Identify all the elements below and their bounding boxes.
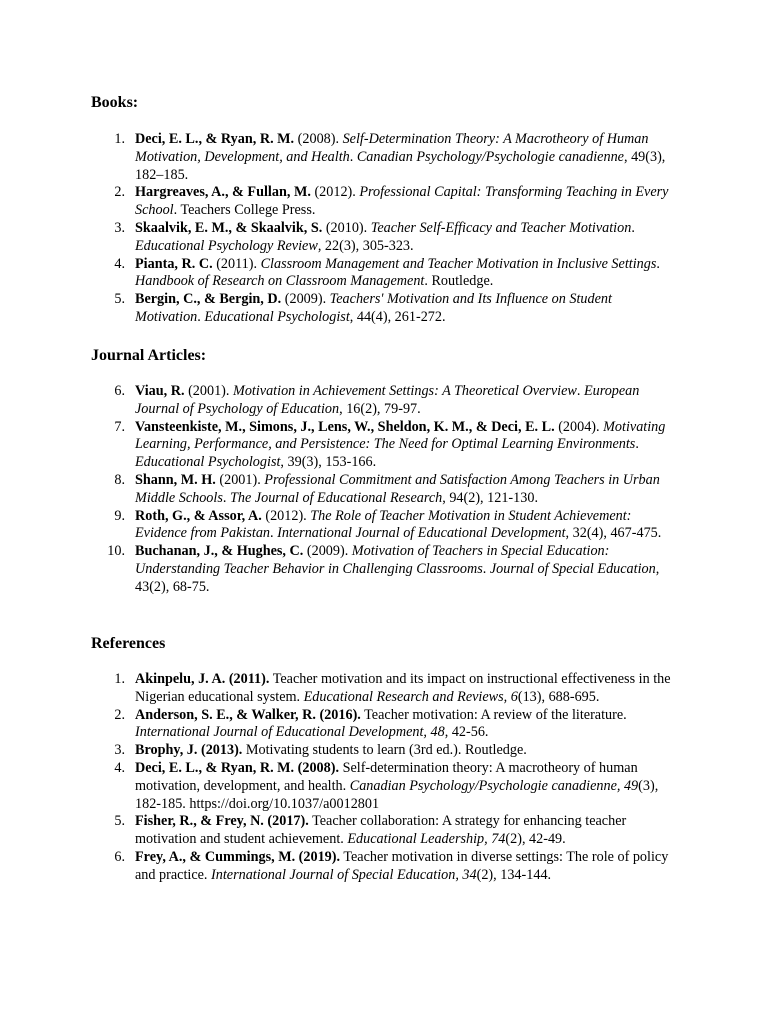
citation-text: (13), 688-695. [517,688,600,705]
item-number: 4. [114,255,125,272]
reference-item [91,671,681,707]
citation-text: (2), 134-144. [476,866,552,883]
citation-author: Deci, E. L., & Ryan, R. M. [135,131,295,147]
reference-item [91,760,681,813]
item-number: 7. [114,418,125,435]
citation-title: Motivation of Teachers in Special Education: Understanding Teacher Behavior in Challenging Classrooms [135,543,610,577]
citation-author: Roth, G., & Assor, A. [135,507,262,524]
item-number: 4. [114,759,125,776]
citation-text: , 49(3), 182–185. [135,148,666,183]
citation-title: Journal of Special Education [489,560,656,577]
citation-text: (2001). [184,383,233,399]
citation-text: (2008). [294,131,343,147]
citation-title: Canadian Psychology/Psychologie canadienne [356,148,624,165]
reference-item [91,849,681,885]
citation-author: Hargreaves, A., & Fullan, M. [135,184,311,201]
reference-item [91,184,681,220]
citation-title: Classroom Management and Teacher Motivation in Inclusive Settings [260,255,657,272]
citation-text: Self-determination theory: A macrotheory of human motivation, development, and health. [135,759,638,794]
citation-author: Bergin, C., & Bergin, D. [135,291,282,308]
reference-item [91,472,681,508]
citation-text: . [349,148,357,165]
citation-text: , 32(4), 467-475. [565,525,662,542]
citation-text: Teacher collaboration: A strategy for enhancing teacher motivation and student achievement. [135,813,627,848]
citation-text: , 22(3), 305-323. [317,237,414,254]
citation-author: Frey, A., & Cummings, M. (2019). [135,848,341,865]
section-references [91,634,681,883]
citation-text: (2012). [261,507,311,524]
citation-text: . Routledge. [424,273,494,290]
citation-title: Professional Commitment and Satisfaction Among Teachers in Urban Middle Schools [135,471,660,506]
item-number: 8. [114,471,125,488]
citation-title: The Journal of Educational Research [229,489,443,506]
citation-title: Teacher Self-Efficacy and Teacher Motivation [370,219,632,236]
citation-text: . [656,255,660,272]
reference-item [91,707,681,743]
citation-author: Buchanan, J., & Hughes, C. [135,543,304,560]
citation-text: . [631,219,635,236]
citation-author: Skaalvik, E. M., & Skaalvik, S. [135,219,323,236]
citation-text: (2011). [212,255,261,272]
reference-list [91,383,681,597]
citation-text: , 16(2), 79-97. [339,400,421,417]
citation-author: Vansteenkiste, M., Simons, J., Lens, W., Sheldon, K. M., & Deci, E. L. [135,418,555,435]
citation-text: (2), 42-49. [505,831,566,848]
citation-text: (2009). [303,543,352,560]
citation-text: Teacher motivation: A review of the literature. [360,706,627,723]
item-number: 6. [114,848,125,865]
citation-title: Teachers' Motivation and Its Influence on Student Motivation [135,291,612,325]
citation-text: , 43(2), 68-75. [135,560,660,595]
citation-text: Motivating students to learn (3rd ed.). Routledge. [242,742,527,759]
reference-item [91,543,681,596]
citation-title: Educational Research and Reviews, 6 [303,688,518,705]
citation-title: Professional Capital: Transforming Teaching in Every School [135,184,669,219]
citation-text: . [482,560,490,577]
reference-list [91,671,681,885]
item-number: 5. [114,813,125,830]
citation-text: (2010). [322,219,371,236]
citation-text: , 94(2), 121-130. [442,489,538,506]
citation-text: (2009). [281,291,330,308]
citation-text: (2001). [215,471,265,488]
section-heading: Books: [91,94,139,111]
item-number: 1. [114,671,125,687]
citation-text: , 42-56. [444,724,489,741]
citation-author: Shann, M. H. [135,471,216,488]
citation-text: . [197,308,205,325]
citation-text: . [576,383,584,399]
citation-title: The Role of Teacher Motivation in Student Achievement: Evidence from Pakistan [135,507,632,542]
citation-author: Viau, R. [135,383,185,399]
section-journal-articles [91,346,681,595]
citation-title: Educational Psychologist [204,308,350,325]
reference-item [91,256,681,292]
citation-text: . [635,436,639,453]
item-number: 5. [114,291,125,308]
citation-title: International Journal of Educational Development, 48 [135,724,445,741]
citation-title: Motivation in Achievement Settings: A Theoretical Overview [233,383,577,399]
reference-item [91,131,681,184]
citation-author: Deci, E. L., & Ryan, R. M. (2008). [135,759,340,776]
item-number: 6. [114,383,125,399]
reference-item [91,742,681,760]
citation-text: , 39(3), 153-166. [280,454,377,471]
citation-text: (2012). [310,184,360,201]
citation-title: International Journal of Special Education, 34 [211,866,477,883]
reference-item [91,508,681,544]
citation-text: (3), 182-185. https://doi.org/10.1037/a0012801 [135,777,659,812]
item-number: 3. [114,742,125,759]
item-number: 2. [114,184,125,201]
reference-item [91,220,681,256]
citation-author: Akinpelu, J. A. (2011). [135,671,270,687]
citation-text: Teacher motivation in diverse settings: The role of policy and practice. [135,848,669,883]
citation-text: . [270,525,278,542]
item-number: 2. [114,706,125,723]
reference-list [91,131,681,327]
citation-text: , 44(4), 261-272. [349,308,446,325]
citation-title: Educational Leadership, 74 [347,831,506,848]
reference-item [91,383,681,419]
item-number: 9. [114,507,125,524]
citation-title: International Journal of Educational Development [277,525,566,542]
item-number: 3. [114,219,125,236]
item-number: 10. [107,543,125,560]
section-heading: References [91,635,166,652]
section-heading: Journal Articles: [91,347,207,364]
section-books [91,93,681,325]
citation-title: European Journal of Psychology of Education [135,383,640,417]
citation-author: Brophy, J. (2013). [135,742,243,759]
citation-author: Pianta, R. C. [135,255,213,272]
citation-text: . [222,489,230,506]
citation-title: Self-Determination Theory: A Macrotheory of Human Motivation, Development, and Health [135,131,649,165]
citation-text: (2004). [554,418,604,435]
citation-title: Handbook of Research on Classroom Management [135,273,425,290]
citation-title: Motivating Learning, Performance, and Persistence: The Need for Optimal Learning Environments [135,418,666,453]
reference-item [91,291,681,327]
item-number: 1. [114,131,125,147]
reference-item [91,813,681,849]
citation-author: Fisher, R., & Frey, N. (2017). [135,813,309,830]
citation-title: Educational Psychology Review [135,237,318,254]
citation-text: . Teachers College Press. [173,202,316,219]
citation-text: Teacher motivation and its impact on instructional effectiveness in the Nigerian educational system. [135,671,671,705]
citation-author: Anderson, S. E., & Walker, R. (2016). [135,706,361,723]
citation-title: Educational Psychologist [135,454,281,471]
reference-item [91,419,681,472]
citation-title: Canadian Psychology/Psychologie canadienne, 49 [349,777,639,794]
